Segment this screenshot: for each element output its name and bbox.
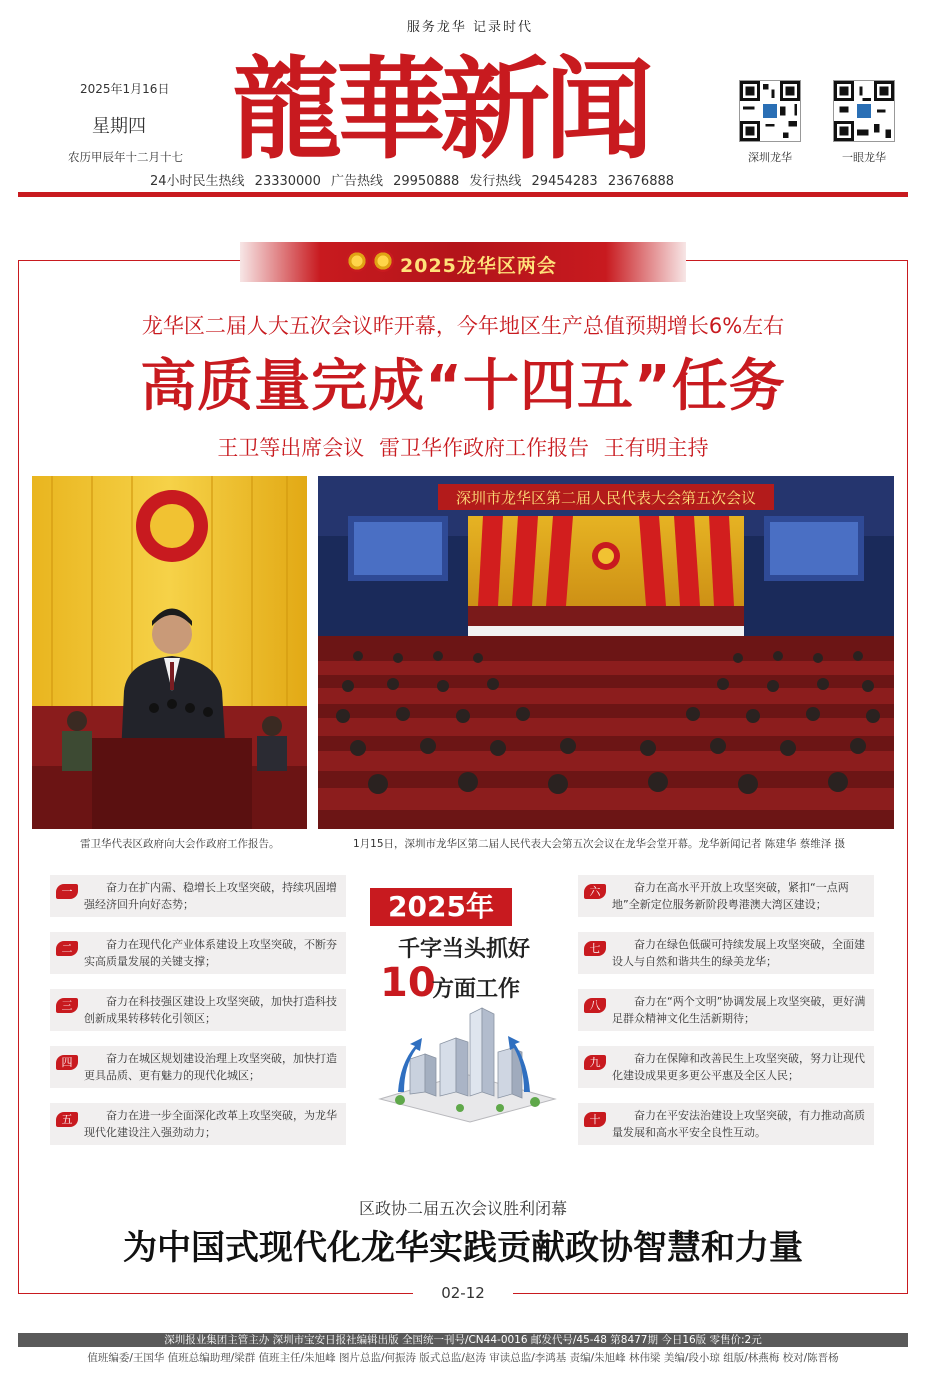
- assembly-hall-photo[interactable]: [318, 476, 894, 829]
- task-number: 三: [56, 998, 78, 1013]
- tasks-title-line2: 方面工作: [432, 977, 521, 1002]
- task-item: [50, 989, 346, 1031]
- task-item: [578, 932, 874, 974]
- city-buildings-illustration: [370, 1004, 560, 1124]
- task-text: 奋力在绿色低碳可持续发展上攻坚突破，全面建设人与自然和谐共生的绿美龙华；: [612, 938, 865, 968]
- task-text: 奋力在城区规划建设治理上攻坚突破，加快打造更具品质、更有魅力的现代化城区；: [84, 1052, 337, 1082]
- issue-date: 2025年1月16日: [80, 82, 170, 96]
- qr-code-shenzhen-longhua[interactable]: [739, 80, 801, 142]
- task-item: [578, 1103, 874, 1145]
- lead-kicker: 龙华区二届人大五次会议昨开幕，今年地区生产总值预期增长6%左右: [141, 314, 785, 338]
- qr-label-shenzhen-longhua: 深圳龙华: [748, 151, 792, 164]
- task-number: 六: [584, 884, 606, 899]
- task-item: [578, 989, 874, 1031]
- second-story-headline[interactable]: 为中国式现代化龙华实践贡献政协智慧和力量: [123, 1228, 803, 1268]
- section-banner: [240, 242, 686, 282]
- section-banner-text: 2025龙华区两会: [400, 255, 557, 277]
- task-item: [578, 875, 874, 917]
- task-number: 十: [584, 1112, 606, 1127]
- hall-photo-caption: 1月15日，深圳市龙华区第二届人民代表大会第五次会议在龙华会堂开幕。龙华新闻记者 陈建华 蔡维泽 摄: [353, 838, 846, 850]
- task-text: 奋力在保障和改善民生上攻坚突破，努力让现代化建设成果更多更公平惠及全区人民；: [612, 1052, 865, 1082]
- qr-label-yiyan-longhua: 一眼龙华: [842, 151, 886, 164]
- logo-text: 龍華新闻: [232, 45, 648, 174]
- lead-headline[interactable]: 高质量完成“十四五”任务: [140, 354, 786, 419]
- task-number: 八: [584, 998, 606, 1013]
- page-reference[interactable]: 02-12: [413, 1284, 513, 1304]
- task-text: 奋力在现代化产业体系建设上攻坚突破，不断夯实高质量发展的关键支撑；: [84, 938, 337, 968]
- year-tag: 2025年: [370, 888, 512, 926]
- staff-credits: 值班编委/王国华 值班总编助理/梁群 值班主任/朱旭峰 图片总监/何振涛 版式总监/赵涛 审读总监/李鸿基 责编/朱旭峰 林伟梁 美编/段小琼 组版/林燕梅 校对/陈晋杨: [87, 1352, 839, 1364]
- publisher-info-bar: 深圳报业集团主管主办 深圳市宝安日报社编辑出版 全国统一刊号/CN44-0016 邮发代号/45-48 第8477期 今日16版 零售价:2元: [18, 1333, 908, 1347]
- ten-tasks-graphic: [362, 880, 562, 1130]
- task-number: 五: [56, 1112, 78, 1127]
- task-item: [50, 1046, 346, 1088]
- task-text: 奋力在科技强区建设上攻坚突破，加快打造科技创新成果转移转化引领区；: [84, 995, 337, 1025]
- task-text: 奋力在平安法治建设上攻坚突破，有力推动高质量发展和高水平安全良性互动。: [612, 1109, 865, 1139]
- speaker-photo[interactable]: [32, 476, 307, 829]
- second-story-kicker: 区政协二届五次会议胜利闭幕: [358, 1199, 567, 1218]
- task-item: [50, 1103, 346, 1145]
- task-number: 七: [584, 941, 606, 956]
- newspaper-logo: [232, 36, 702, 176]
- task-text: 奋力在扩内需、稳增长上攻坚突破，持续巩固增强经济回升向好态势；: [84, 881, 337, 911]
- task-number: 九: [584, 1055, 606, 1070]
- national-emblem-icon: [346, 250, 368, 272]
- speaker-photo-caption: 雷卫华代表区政府向大会作政府工作报告。: [80, 838, 280, 850]
- masthead-slogan: 服务龙华 记录时代: [406, 20, 534, 35]
- hall-banner-text: 深圳市龙华区第二届人民代表大会第五次会议: [455, 489, 757, 507]
- lunar-date: 农历甲辰年十二月十七: [68, 150, 183, 164]
- lead-subhead: 王卫等出席会议 雷卫华作政府工作报告 王有明主持: [217, 436, 709, 460]
- qr-code-yiyan-longhua[interactable]: [833, 80, 895, 142]
- task-text: 奋力在进一步全面深化改革上攻坚突破，为龙华现代化建设注入强劲动力；: [84, 1109, 337, 1139]
- task-item: [50, 875, 346, 917]
- task-number: 二: [56, 941, 78, 956]
- task-number: 一: [56, 884, 78, 899]
- task-item: [50, 932, 346, 974]
- task-number: 四: [56, 1055, 78, 1070]
- task-item: [578, 1046, 874, 1088]
- task-text: 奋力在“两个文明”协调发展上攻坚突破，更好满足群众精神文化生活新期待；: [612, 995, 866, 1025]
- tasks-title-line1: 千字当头抓好: [397, 937, 530, 962]
- cppcc-emblem-icon: [372, 250, 394, 272]
- masthead-rule: [18, 192, 908, 197]
- task-text: 奋力在高水平开放上攻坚突破，紧扣“一点两地”全新定位服务新阶段粤港澳大湾区建设；: [612, 881, 849, 911]
- tasks-count: 10: [380, 960, 436, 1006]
- issue-weekday: 星期四: [92, 116, 146, 137]
- hotline-numbers: 24小时民生热线 23330000 广告热线 29950888 发行热线 29454283 23676888: [150, 174, 675, 189]
